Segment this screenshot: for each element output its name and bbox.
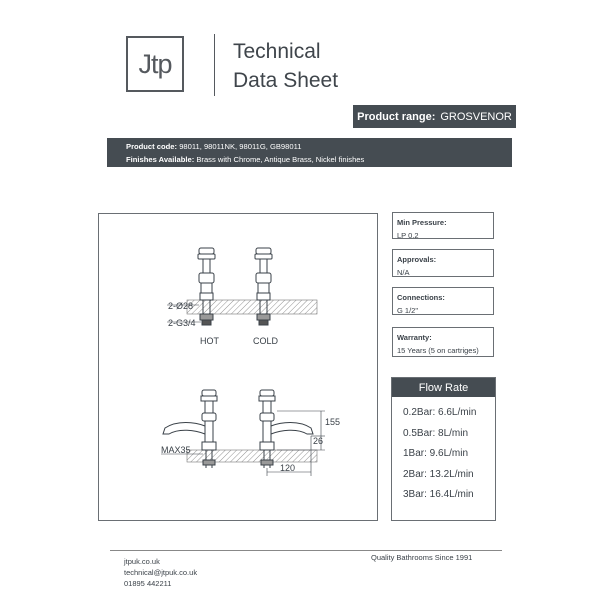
product-code-label: Product code: [126, 142, 178, 151]
finishes-label: Finishes Available: [126, 155, 195, 164]
footer-divider [110, 550, 502, 551]
side-view-taps [161, 390, 325, 476]
flow-rate-row: 0.5Bar: 8L/min [403, 427, 469, 439]
product-code-row [126, 140, 512, 153]
spec-label: Min Pressure: [397, 218, 447, 227]
title-line-2: Data Sheet [233, 69, 339, 92]
spec-value: G 1/2" [397, 306, 419, 315]
footer-phone: 01895 442211 [124, 579, 172, 588]
counter-section [187, 300, 317, 314]
title-line-1: Technical [233, 40, 321, 63]
spec-value: 15 Years (5 on cartriges) [397, 346, 479, 355]
flow-rate-row: 1Bar: 9.6L/min [403, 448, 469, 459]
logo-text: Jtp [138, 48, 172, 79]
spec-label: Approvals: [397, 255, 437, 264]
product-range-label: Product range: [357, 110, 436, 123]
spec-approvals [392, 249, 494, 277]
flow-rate-title: Flow Rate [392, 378, 495, 397]
label-cold: COLD [253, 336, 279, 346]
spec-value: N/A [397, 268, 410, 277]
spec-value: LP 0.2 [397, 231, 419, 240]
finishes-row [126, 153, 512, 166]
spec-connections [392, 287, 494, 315]
label-hot: HOT [200, 336, 219, 346]
footer-tagline: Quality Bathrooms Since 1991 [371, 553, 473, 562]
label-width: 120 [280, 463, 296, 473]
technical-drawing-frame [98, 213, 378, 521]
header-divider [214, 34, 215, 96]
spec-min-pressure [392, 212, 494, 239]
spec-label: Warranty: [397, 333, 432, 342]
label-thread: 2-G3/4 [168, 318, 196, 328]
finishes-value: Brass with Chrome, Antique Brass, Nickel finishes [196, 155, 365, 164]
label-offset: 26 [313, 436, 324, 446]
footer-website[interactable]: jtpuk.co.uk [124, 557, 160, 566]
flow-rate-row: 0.2Bar: 6.6L/min [403, 407, 477, 418]
label-diameter: 2-Ø28 [168, 301, 194, 311]
flow-rate-row: 2Bar: 13.2L/min [403, 468, 474, 480]
tap-drawing [99, 214, 377, 520]
flow-rate-box [391, 377, 496, 521]
flow-rate-row: 3Bar: 16.4L/min [403, 489, 474, 500]
spec-label: Connections: [397, 293, 445, 302]
front-view-taps [167, 248, 317, 325]
product-range-bar [353, 105, 516, 128]
jtp-logo [126, 36, 184, 92]
product-range-value: GROSVENOR [440, 110, 512, 123]
spec-warranty [392, 327, 494, 357]
footer-email[interactable]: technical@jtpuk.co.uk [124, 568, 198, 577]
flow-rate-list [403, 403, 476, 506]
product-info-bar [107, 138, 512, 167]
label-max: MAX35 [161, 445, 191, 455]
product-code-value: 98011, 98011NK, 98011G, GB98011 [179, 142, 302, 151]
document-title [233, 37, 338, 95]
footer-contact [124, 556, 197, 589]
label-height: 155 [325, 417, 341, 427]
